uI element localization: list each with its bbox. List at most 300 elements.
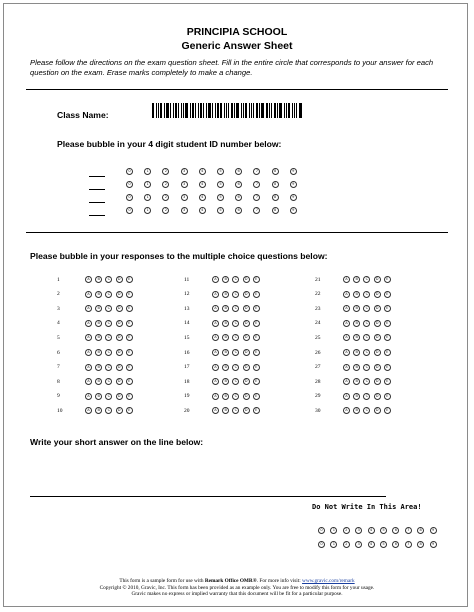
question-number: 12 [184,291,190,298]
id-digit-blank[interactable] [89,215,105,216]
answer-bubble[interactable]: E [253,349,260,356]
answer-bubble[interactable]: D [116,320,123,327]
id-digit-bubble[interactable]: 8 [272,168,279,175]
id-digit-bubble[interactable]: 2 [162,181,169,188]
answer-bubble[interactable]: E [384,364,391,371]
answer-bubble[interactable]: A [212,378,219,385]
answer-bubble[interactable]: D [116,334,123,341]
divider-top [26,89,448,90]
barcode-bar [224,103,225,118]
id-digit-blank[interactable] [89,189,105,190]
question-number: 13 [184,305,190,312]
id-digit-bubble[interactable]: 6 [235,168,242,175]
id-digit-bubble[interactable]: 4 [199,168,206,175]
barcode-bar [269,103,270,118]
answer-bubble[interactable]: C [363,276,370,283]
question-number: 6 [57,349,60,356]
question-number: 16 [184,349,190,356]
id-digit-bubble[interactable]: 6 [235,194,242,201]
id-digit-bubble[interactable]: 5 [217,168,224,175]
answer-bubble[interactable]: E [253,393,260,400]
answer-bubble[interactable]: A [343,276,350,283]
answer-bubble[interactable]: A [85,334,92,341]
barcode-bar [190,103,191,118]
answer-bubble[interactable]: E [126,334,133,341]
answer-bubble[interactable]: C [105,291,112,298]
answer-bubble[interactable]: A [212,320,219,327]
answer-bubble[interactable]: E [126,393,133,400]
answer-bubble[interactable]: C [363,334,370,341]
answer-bubble[interactable]: C [105,407,112,414]
answer-bubble[interactable]: B [95,291,102,298]
office-use-bubble[interactable]: 9 [430,527,437,534]
barcode-bar [228,103,229,118]
answer-bubble[interactable]: E [384,291,391,298]
answer-bubble[interactable]: A [212,305,219,312]
student-id-label: Please bubble in your 4 digit student ID number below: [57,139,282,149]
answer-bubble[interactable]: B [222,407,229,414]
barcode-bar [251,103,252,118]
question-number: 26 [315,349,321,356]
answer-bubble[interactable]: D [243,349,250,356]
id-digit-bubble[interactable]: 5 [217,194,224,201]
office-use-bubble[interactable]: 2 [343,541,350,548]
id-digit-bubble[interactable]: 3 [181,168,188,175]
question-number: 24 [315,320,321,327]
office-use-bubble[interactable]: 9 [430,541,437,548]
answer-bubble[interactable]: E [253,305,260,312]
barcode-bar [253,103,254,118]
answer-bubble[interactable]: A [343,393,350,400]
answer-bubble[interactable]: D [374,364,381,371]
answer-bubble[interactable]: D [374,276,381,283]
answer-bubble[interactable]: D [374,291,381,298]
question-number: 11 [184,276,190,283]
id-digit-bubble[interactable]: 2 [162,207,169,214]
office-use-bubble[interactable]: 4 [368,527,375,534]
barcode-bar [277,103,278,118]
id-digit-bubble[interactable]: 7 [253,181,260,188]
answer-bubble[interactable]: B [95,334,102,341]
barcode-bar [170,103,171,118]
id-digit-bubble[interactable]: 7 [253,194,260,201]
id-digit-bubble[interactable]: 9 [290,168,297,175]
barcode-bar [259,103,260,118]
answer-bubble[interactable]: E [384,407,391,414]
answer-bubble[interactable]: A [85,320,92,327]
barcode-bar [274,103,276,118]
answer-bubble[interactable]: A [212,276,219,283]
short-answer-label: Write your short answer on the line below: [30,437,204,447]
barcode-bar [160,103,162,118]
answer-bubble[interactable]: B [353,407,360,414]
barcode-bar [212,103,213,118]
id-digit-blank[interactable] [89,176,105,177]
answer-bubble[interactable]: B [95,276,102,283]
answer-bubble[interactable]: D [374,305,381,312]
answer-bubble[interactable]: B [95,393,102,400]
answer-bubble[interactable]: A [212,393,219,400]
office-use-bubble[interactable]: 3 [355,527,362,534]
id-digit-bubble[interactable]: 5 [217,207,224,214]
answer-bubble[interactable]: D [243,334,250,341]
school-name: PRINCIPIA SCHOOL [186,26,288,38]
answer-bubble[interactable]: B [222,291,229,298]
answer-bubble[interactable]: D [116,378,123,385]
barcode-bar [279,103,282,118]
id-digit-bubble[interactable]: 1 [144,181,151,188]
answer-bubble[interactable]: C [232,276,239,283]
barcode-bar [164,103,165,118]
answer-bubble[interactable]: B [353,320,360,327]
id-digit-bubble[interactable]: 9 [290,181,297,188]
answer-bubble[interactable]: C [105,320,112,327]
office-use-bubble[interactable]: 2 [343,527,350,534]
office-use-bubble[interactable]: 8 [417,541,424,548]
id-digit-bubble[interactable]: 8 [272,181,279,188]
answer-bubble[interactable]: C [363,364,370,371]
answer-bubble[interactable]: C [363,320,370,327]
answer-bubble[interactable]: E [384,320,391,327]
answer-bubble[interactable]: D [116,291,123,298]
answer-bubble[interactable]: B [95,378,102,385]
answer-bubble[interactable]: C [232,291,239,298]
answer-bubble[interactable]: C [363,349,370,356]
barcode-bar [183,103,184,118]
answer-bubble[interactable]: B [222,378,229,385]
id-digit-bubble[interactable]: 7 [253,168,260,175]
footer-line-1: This form is a sample form for use with Remark Office OMR®. For more info visit: www.gravic.com/remark [119,578,355,584]
answer-bubble[interactable]: A [343,305,350,312]
answer-bubble[interactable]: C [363,393,370,400]
answer-bubble[interactable]: B [353,291,360,298]
barcode-bar [203,103,204,118]
answer-bubble[interactable]: E [253,276,260,283]
id-digit-bubble[interactable]: 3 [181,194,188,201]
answer-bubble[interactable]: B [353,349,360,356]
answer-bubble[interactable]: C [105,378,112,385]
question-number: 5 [57,334,60,341]
barcode-bar [206,103,207,118]
office-use-bubble[interactable]: 3 [355,541,362,548]
answer-bubble[interactable]: C [232,407,239,414]
answer-bubble[interactable]: E [126,276,133,283]
footer-link[interactable]: www.gravic.com/remark [302,578,355,584]
question-number: 30 [315,407,321,414]
id-digit-bubble[interactable]: 6 [235,181,242,188]
id-digit-bubble[interactable]: 4 [199,194,206,201]
question-number: 9 [57,393,60,400]
answer-bubble[interactable]: C [363,407,370,414]
barcode-bar [256,103,258,118]
answer-bubble[interactable]: B [353,393,360,400]
answer-bubble[interactable]: E [126,364,133,371]
answer-bubble[interactable]: B [353,334,360,341]
barcode-bar [284,103,285,118]
answer-bubble[interactable]: C [105,334,112,341]
answer-bubble[interactable]: C [105,276,112,283]
answer-bubble[interactable]: A [85,407,92,414]
question-number: 19 [184,393,190,400]
barcode-bar [181,103,182,118]
answer-bubble[interactable]: E [384,378,391,385]
answer-bubble[interactable]: D [116,276,123,283]
short-answer-line[interactable] [30,496,386,497]
answer-bubble[interactable]: E [253,291,260,298]
id-digit-bubble[interactable]: 0 [126,168,133,175]
id-digit-bubble[interactable]: 9 [290,194,297,201]
answer-bubble[interactable]: D [116,393,123,400]
answer-bubble[interactable]: C [232,320,239,327]
answer-bubble[interactable]: C [363,291,370,298]
question-number: 22 [315,291,321,298]
id-digit-bubble[interactable]: 1 [144,168,151,175]
question-number: 7 [57,364,60,371]
answer-bubble[interactable]: C [105,364,112,371]
barcode-bar [156,103,157,118]
answer-bubble[interactable]: A [212,364,219,371]
question-number: 27 [315,364,321,371]
answer-bubble[interactable]: E [126,291,133,298]
answer-bubble[interactable]: D [374,378,381,385]
answer-bubble[interactable]: E [253,334,260,341]
answer-bubble[interactable]: C [105,349,112,356]
id-digit-bubble[interactable]: 4 [199,207,206,214]
question-number: 15 [184,334,190,341]
id-digit-bubble[interactable]: 4 [199,181,206,188]
question-number: 2 [57,291,60,298]
barcode [152,103,307,118]
question-number: 21 [315,276,321,283]
answer-bubble[interactable]: E [384,349,391,356]
answer-bubble[interactable]: A [85,276,92,283]
answer-bubble[interactable]: A [343,320,350,327]
question-number: 14 [184,320,190,327]
office-use-bubble[interactable]: 1 [330,527,337,534]
office-use-bubble[interactable]: 4 [368,541,375,548]
id-digit-bubble[interactable]: 2 [162,168,169,175]
answer-bubble[interactable]: C [232,334,239,341]
answer-bubble[interactable]: E [253,378,260,385]
barcode-bar [266,103,268,118]
footer-line-3: Gravic makes no express or implied warranty that this document will be fit for a particular purpose. [131,591,343,598]
answer-bubble[interactable]: C [363,305,370,312]
id-digit-bubble[interactable]: 0 [126,194,133,201]
answer-bubble[interactable]: B [222,349,229,356]
class-name-label: Class Name: [57,110,109,120]
barcode-bar [234,103,235,118]
answer-bubble[interactable]: A [212,334,219,341]
answer-bubble[interactable]: C [363,378,370,385]
barcode-bar [152,103,154,118]
answer-bubble[interactable]: A [85,291,92,298]
barcode-bar [175,103,177,118]
answer-bubble[interactable]: D [243,407,250,414]
answer-bubble[interactable]: B [222,276,229,283]
answer-bubble[interactable]: D [374,320,381,327]
office-use-bubble[interactable]: 7 [405,527,412,534]
question-number: 29 [315,393,321,400]
answer-bubble[interactable]: B [222,334,229,341]
answer-bubble[interactable]: D [243,364,250,371]
answer-bubble[interactable]: E [126,349,133,356]
office-use-bubble[interactable]: 5 [380,541,387,548]
answer-bubble[interactable]: A [85,305,92,312]
answer-bubble[interactable]: D [243,276,250,283]
answer-bubble[interactable]: C [232,349,239,356]
office-use-bubble[interactable]: 0 [318,527,325,534]
answer-bubble[interactable]: D [374,334,381,341]
barcode-bar [288,103,290,118]
answer-bubble[interactable]: A [212,407,219,414]
answer-bubble[interactable]: B [353,364,360,371]
answer-bubble[interactable]: B [353,276,360,283]
answer-bubble[interactable]: A [212,349,219,356]
barcode-bar [185,103,188,118]
answer-bubble[interactable]: C [232,378,239,385]
answer-bubble[interactable]: D [116,364,123,371]
answer-bubble[interactable]: B [95,349,102,356]
answer-bubble[interactable]: D [243,393,250,400]
answer-bubble[interactable]: A [343,378,350,385]
answer-bubble[interactable]: B [95,320,102,327]
answer-bubble[interactable]: E [253,407,260,414]
answer-bubble[interactable]: E [126,407,133,414]
answer-bubble[interactable]: D [243,320,250,327]
answer-bubble[interactable]: B [222,320,229,327]
office-use-bubble[interactable]: 5 [380,527,387,534]
answer-bubble[interactable]: B [353,378,360,385]
answer-bubble[interactable]: A [343,364,350,371]
answer-bubble[interactable]: C [232,393,239,400]
answer-bubble[interactable]: B [222,305,229,312]
answer-bubble[interactable]: D [243,305,250,312]
id-digit-bubble[interactable]: 0 [126,181,133,188]
answer-bubble[interactable]: A [343,407,350,414]
id-digit-bubble[interactable]: 6 [235,207,242,214]
id-digit-bubble[interactable]: 8 [272,194,279,201]
barcode-bar [220,103,222,118]
answer-bubble[interactable]: D [374,349,381,356]
office-use-bubble[interactable]: 8 [417,527,424,534]
id-digit-bubble[interactable]: 1 [144,194,151,201]
divider-middle [26,232,448,233]
office-use-bubble[interactable]: 6 [392,527,399,534]
office-use-bubble[interactable]: 0 [318,541,325,548]
answer-bubble[interactable]: E [384,334,391,341]
barcode-bar [215,103,216,118]
answer-bubble[interactable]: A [212,291,219,298]
answer-bubble[interactable]: A [85,378,92,385]
barcode-bar [271,103,272,118]
answer-bubble[interactable]: C [105,305,112,312]
answer-bubble[interactable]: A [85,393,92,400]
office-use-bubble[interactable]: 6 [392,541,399,548]
multiple-choice-label: Please bubble in your responses to the multiple choice questions below: [30,251,328,261]
answer-bubble[interactable]: E [384,393,391,400]
answer-bubble[interactable]: E [253,320,260,327]
barcode-bar [292,103,293,118]
answer-bubble[interactable]: D [243,291,250,298]
footer [0,578,474,598]
answer-bubble[interactable]: B [95,305,102,312]
answer-bubble[interactable]: D [116,349,123,356]
answer-bubble[interactable]: A [85,364,92,371]
question-number: 28 [315,378,321,385]
id-digit-bubble[interactable]: 3 [181,181,188,188]
answer-bubble[interactable]: E [384,305,391,312]
id-digit-bubble[interactable]: 9 [290,207,297,214]
barcode-bar [261,103,264,118]
barcode-bar [200,103,202,118]
barcode-bar [286,103,287,118]
answer-bubble[interactable]: E [126,305,133,312]
question-number: 25 [315,334,321,341]
id-digit-bubble[interactable]: 1 [144,207,151,214]
barcode-bar [192,103,194,118]
answer-bubble[interactable]: D [116,305,123,312]
barcode-bar [195,103,196,118]
barcode-bar [198,103,199,118]
answer-bubble[interactable]: B [353,305,360,312]
answer-bubble[interactable]: D [243,378,250,385]
answer-bubble[interactable]: B [95,364,102,371]
id-digit-bubble[interactable]: 5 [217,181,224,188]
barcode-bar [226,103,227,118]
answer-bubble[interactable]: A [343,291,350,298]
question-number: 8 [57,378,60,385]
answer-bubble[interactable]: C [232,364,239,371]
id-digit-bubble[interactable]: 2 [162,194,169,201]
answer-bubble[interactable]: B [222,393,229,400]
instructions: Please follow the directions on the exam question sheet. Fill in the entire circle that corresponds to your answer for each question on the exam. Erase marks completely to make a change. [30,58,434,77]
answer-bubble[interactable]: D [116,407,123,414]
office-use-bubble[interactable]: 1 [330,541,337,548]
question-number: 1 [57,276,60,283]
answer-bubble[interactable]: E [126,378,133,385]
question-number: 4 [57,320,60,327]
office-use-bubble[interactable]: 7 [405,541,412,548]
answer-bubble[interactable]: D [374,393,381,400]
id-digit-bubble[interactable]: 8 [272,207,279,214]
answer-bubble[interactable]: E [126,320,133,327]
answer-bubble[interactable]: B [222,364,229,371]
question-number: 3 [57,305,60,312]
answer-bubble[interactable]: C [105,393,112,400]
answer-bubble[interactable]: A [85,349,92,356]
answer-bubble[interactable]: C [232,305,239,312]
id-digit-bubble[interactable]: 0 [126,207,133,214]
id-digit-bubble[interactable]: 7 [253,207,260,214]
barcode-bar [241,103,242,118]
question-number: 23 [315,305,321,312]
answer-bubble[interactable]: E [384,276,391,283]
answer-bubble[interactable]: E [253,364,260,371]
barcode-bar [243,103,244,118]
answer-bubble[interactable]: A [343,334,350,341]
barcode-bar [217,103,219,118]
id-digit-bubble[interactable]: 3 [181,207,188,214]
id-digit-blank[interactable] [89,202,105,203]
sheet-title: Generic Answer Sheet [181,40,293,52]
barcode-bar [245,103,247,118]
barcode-bar [299,103,302,118]
answer-bubble[interactable]: A [343,349,350,356]
answer-bubble[interactable]: D [374,407,381,414]
answer-bubble[interactable]: B [95,407,102,414]
barcode-bar [173,103,174,118]
question-number: 10 [57,407,63,414]
